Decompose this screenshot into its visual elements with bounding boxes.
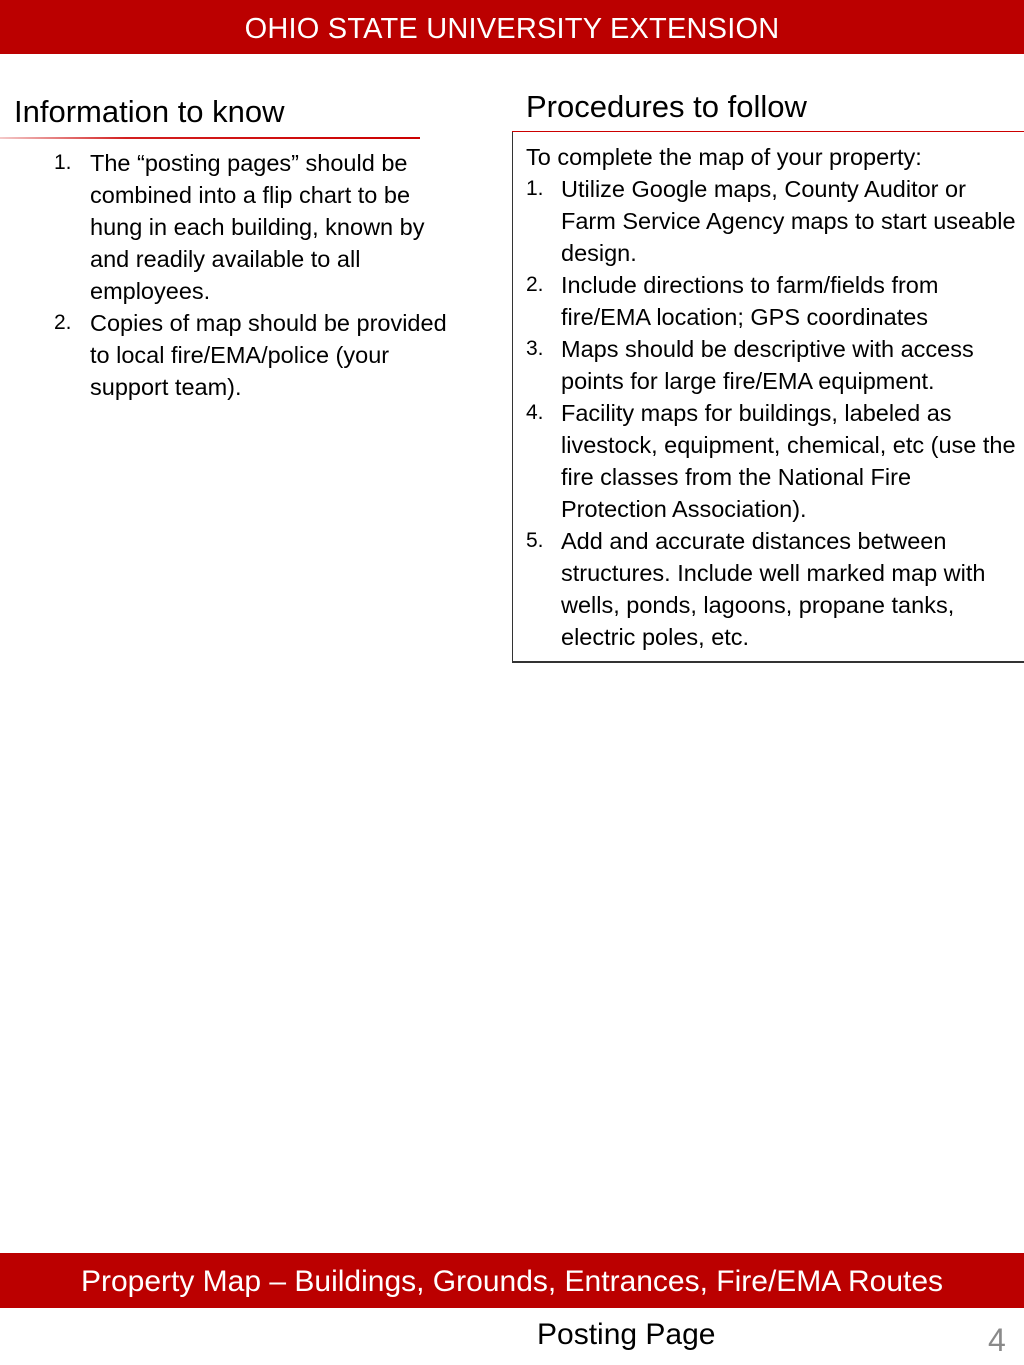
list-item-text: Facility maps for buildings, labeled as livestock, equipment, chemical, etc (use the fire classes from the National Fire Protection Association). — [561, 400, 1016, 522]
list-number: 2. — [54, 311, 72, 334]
procedures-heading: Procedures to follow — [526, 89, 807, 124]
procedures-list — [526, 173, 1016, 653]
footer-banner — [0, 1253, 1024, 1308]
info-list-item — [54, 307, 464, 403]
list-number: 2. — [526, 273, 544, 296]
list-item-text: Copies of map should be provided to local fire/EMA/police (your support team). — [90, 310, 447, 400]
list-number: 5. — [526, 529, 544, 552]
info-heading-divider — [0, 137, 420, 139]
list-item-text: Maps should be descriptive with access points for large fire/EMA equipment. — [561, 336, 974, 394]
footer-banner-title: Property Map – Buildings, Grounds, Entrances, Fire/EMA Routes — [80, 1265, 944, 1298]
list-number: 4. — [526, 401, 544, 424]
page-number: 4 — [988, 1322, 1006, 1358]
header-title: OHIO STATE UNIVERSITY EXTENSION — [244, 13, 780, 45]
posting-page-label: Posting Page — [537, 1318, 716, 1351]
procedure-item — [526, 397, 1016, 525]
list-item-text: Utilize Google maps, County Auditor or Farm Service Agency maps to start useable design. — [561, 176, 1016, 266]
list-number: 3. — [526, 337, 544, 360]
procedures-intro: To complete the map of your property: — [526, 144, 922, 170]
info-heading: Information to know — [14, 94, 285, 129]
procedure-item — [526, 333, 1016, 397]
list-item-text: The “posting pages” should be combined into a flip chart to be hung in each building, known by and readily available to all employees. — [90, 150, 425, 304]
list-number: 1. — [526, 177, 544, 200]
procedure-item — [526, 525, 1016, 653]
header-banner — [0, 0, 1024, 54]
procedure-item — [526, 173, 1016, 269]
procedure-item — [526, 269, 1016, 333]
info-list-item — [54, 147, 464, 307]
list-item-text: Add and accurate distances between structures. Include well marked map with wells, ponds, lagoons, propane tanks, electric poles, etc. — [561, 528, 986, 650]
list-item-text: Include directions to farm/fields from fire/EMA location; GPS coordinates — [561, 272, 939, 330]
info-list — [54, 147, 464, 403]
list-number: 1. — [54, 151, 72, 174]
